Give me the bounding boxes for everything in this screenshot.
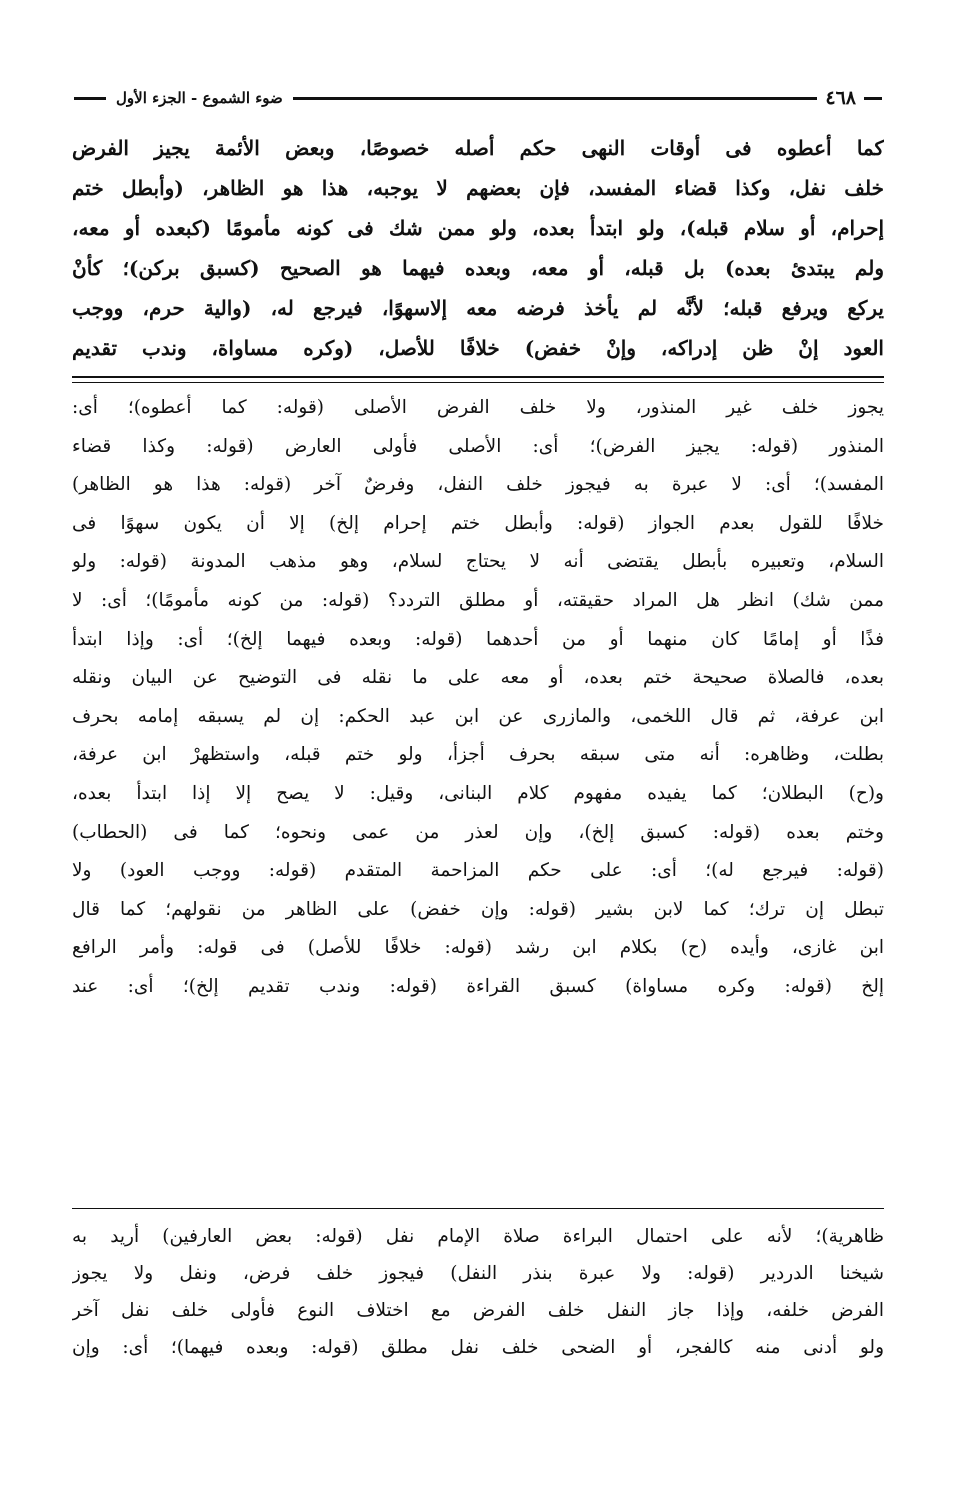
header-rule-dash bbox=[864, 97, 882, 100]
footnote-line: الفرض خلفه، وإذا جاز النفل خلف الفرض مع اختلاف النوع فأولى خلف نفل آخر bbox=[72, 1300, 884, 1321]
footnote-line: شيخنا الدردير (قوله: ولا عبرة بنذر النفل) فيجوز خلف فرض، ونفل ولا يجوز bbox=[72, 1263, 884, 1284]
running-title: ضوء الشموع - الجزء الأول bbox=[116, 89, 283, 107]
header-rule-end bbox=[74, 97, 106, 100]
main-text-line: كما أعطوه فى أوقات النهى حكم أصله خصوصًا، وبعض الأئمة يجيز الفرض bbox=[72, 136, 884, 160]
header-rule bbox=[293, 97, 818, 100]
main-text-line: إحرام، أو سلام قبله)، ولو ابتدأ بعده، ولو ممن شك فى كونه مأمومًا (كبعده أو معه، bbox=[72, 216, 884, 240]
commentary-line: خلافًا للقول بعدم الجواز (قوله: وأبطل ختم إحرام إلخ) إلا أن يكون سهوًا فى bbox=[72, 512, 884, 534]
commentary-line: يجوز خلف غير المنذور، ولا خلف الفرض الأصلى (قوله: كما أعطوه)؛ أى: bbox=[72, 397, 884, 418]
commentary-line: السلام، وتعبيره بأبطل يقتضى أنه لا يحتاج لسلام، وهو مذهب المدونة (قوله: ولو bbox=[72, 551, 884, 573]
commentary-line: ابن عرفة، ثم قال اللخمى، والمازرى عن ابن عبد الحكم: إن لم يسبقه إمامه بحرف bbox=[72, 705, 884, 727]
main-text-line: يركع ويرفع قبله؛ لأنَّه لم يأخذ فرضه معه إلاسهوًا، فيرجع له، (والية حرم، ووجب bbox=[72, 296, 884, 320]
main-text-line: ولم يبتدئ بعده) بل قبله، أو معه، وبعده فيهما هو الصحيح (كسبق بركن)؛ كأنْ bbox=[72, 256, 884, 280]
commentary-line: ممن شك) انظر هل المراد حقيقته، أو مطلق التردد؟ (قوله: من كونه مأمومًا)؛ أى: لا bbox=[72, 589, 884, 611]
commentary-line: بطلت، وظاهره: أنه متى سبقه بحرف أجزأ، ولو ختم قبله، واستظهرْ ابن عرفة، bbox=[72, 744, 884, 766]
commentary-line: فذًا أو إمامًا كان منهما أو من أحدهما (قوله: وبعده فيهما إلخ)؛ أى: وإذا ابتدأ bbox=[72, 628, 884, 650]
commentary-line: (قوله: فيرجع له)؛ أى: على حكم المزاحمة المتقدم (قوله: ووجب العود) ولا bbox=[72, 860, 884, 882]
footnote-line: ولو أدنى منه كالفجر، أو الضحى خلف نفل مطلق (قوله: وبعده فيهما)؛ أى: وإن bbox=[72, 1337, 884, 1358]
commentary-line: وختم بعده (قوله: كسبق إلخ)، وإن لعذر من عمى ونحوه؛ كما فى (الحطاب) bbox=[72, 821, 884, 843]
main-commentary-separator bbox=[72, 376, 884, 383]
page-number: ٤٦٨ bbox=[825, 87, 856, 109]
commentary-line: تبطل إن ترك؛ كما لابن بشير (قوله: وإن خفض) على الظاهر من نقولهم؛ كما قال bbox=[72, 898, 884, 920]
commentary-text bbox=[72, 389, 884, 1007]
commentary-line: ابن غازى، وأيده (ح) بكلام ابن رشد (قوله: خلافًا للأصل) فى قوله: وأمر الرافع bbox=[72, 937, 884, 959]
commentary-line: المنذور (قوله: يجيز الفرض)؛ أى: الأصلى فأولى العارض (قوله: وكذا قضاء bbox=[72, 435, 884, 457]
footnote-line: ظاهرية)؛ لأنه على احتمال البراءة صلاة الإمام نفل (قوله: بعض العارفين) أريد به bbox=[72, 1226, 884, 1247]
commentary-line: المفسد)؛ أى: لا عبرة به فيجوز خلف النفل، وفرضٌ آخر (قوله: هذا هو الظاهر) bbox=[72, 474, 884, 496]
page-header bbox=[74, 86, 882, 110]
commentary-line: إلخ (قوله: وكره مساواة) كسبق القراءة (قوله: وندب تقديم إلخ)؛ أى: عند bbox=[72, 975, 884, 997]
footnote-text bbox=[72, 1218, 884, 1366]
main-text-line: العود إنْ ظن إدراكه، وإنْ خفض) خلافًا للأصل، (وكره مساواة، وندب تقديم bbox=[72, 336, 884, 360]
main-text bbox=[72, 128, 884, 368]
footnote-separator bbox=[72, 1208, 884, 1209]
commentary-line: و(ح) البطلان؛ كما يفيده مفهوم كلام البنانى، وقيل: لا يصح إلا إذا ابتدأ بعده، bbox=[72, 782, 884, 804]
commentary-line: بعده، فالصلاة صحيحة ختم بعده، أو معه على ما نقله فى التوضيح عن البيان ونقله bbox=[72, 667, 884, 689]
main-text-line: خلف نفل، وكذا قضاء المفسد، فإن بعضهم لا يوجبه، هذا هو الظاهر، (وأبطل ختم bbox=[72, 176, 884, 200]
